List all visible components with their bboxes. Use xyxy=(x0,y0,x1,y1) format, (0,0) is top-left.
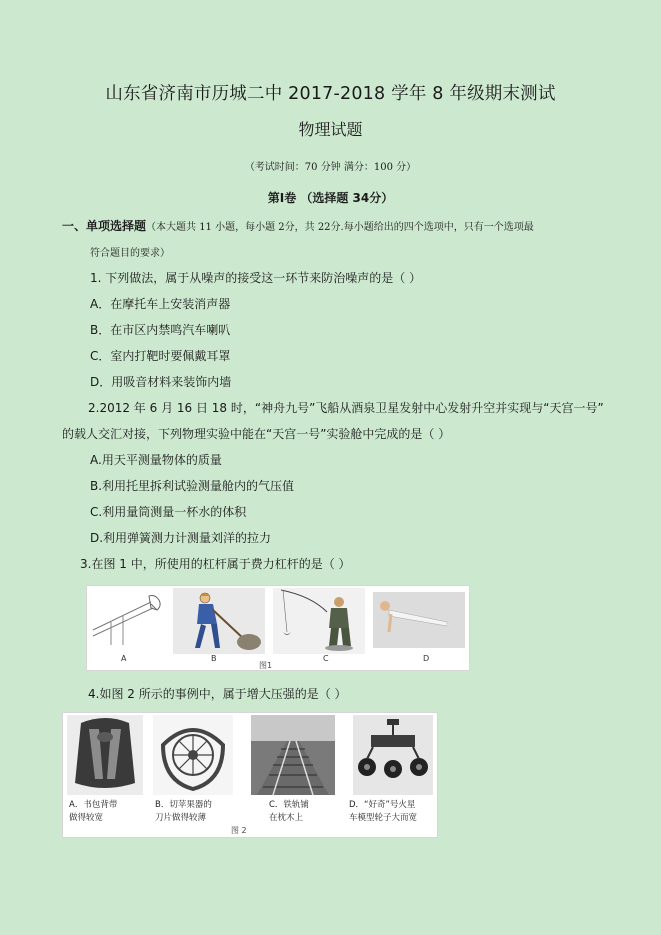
fisherman-illustration xyxy=(273,588,365,654)
figure-2 xyxy=(62,712,438,838)
figure-1 xyxy=(86,585,470,671)
railway-photo xyxy=(251,715,335,795)
instruction-note-1: （本大题共 11 小题，每小题 2分，共 22分.每小题给出的四个选项中，只有一个选项最 xyxy=(146,222,534,233)
q2-stem-1: 2.2012 年 6 月 16 日 18 时，“神舟九号”飞船从酒泉卫星发射中心发射升空并实现与“天宫一号” xyxy=(88,401,604,415)
q1-option-c: C．室内打靶时要佩戴耳罩 xyxy=(90,349,231,363)
q1-option-d: D．用吸音材料来装饰内墙 xyxy=(90,375,232,389)
q2-stem-2: 的载人交汇对接，下列物理实验中能在“天宫一号”实验舱中完成的是（ ） xyxy=(62,427,451,441)
instruction-line-2: 符合题目的要求） xyxy=(90,248,170,259)
exam-title: 山东省济南市历城二中 2017-2018 学年 8 年级期末测试 xyxy=(105,84,556,104)
crowbar-worker-illustration xyxy=(173,588,265,654)
figure-1-label-a: A xyxy=(121,654,127,663)
instruction-head: 一、单项选择题 xyxy=(62,219,147,233)
lever-hand-illustration xyxy=(91,590,169,652)
photo-caption-a: A．书包背带 做得较宽 xyxy=(69,800,118,823)
backpack-photo xyxy=(67,715,143,795)
exam-info: （考试时间：70 分钟 满分：100 分） xyxy=(244,162,417,173)
q4-stem: 4.如图 2 所示的事例中，属于增大压强的是（ ） xyxy=(88,687,347,701)
mars-rover-photo xyxy=(353,715,433,795)
q1-stem: 1. 下列做法，属于从噪声的接受这一环节来防治噪声的是（ ） xyxy=(90,271,422,285)
q2-option-a: A.用天平测量物体的质量 xyxy=(90,453,222,467)
q1-option-a: A．在摩托车上安装消声器 xyxy=(90,297,231,311)
photo-caption-c: C．铁轨铺 在枕木上 xyxy=(269,800,309,823)
apple-cutter-photo xyxy=(153,715,233,795)
figure-1-label-b: B xyxy=(211,654,217,663)
figure-1-label-c: C xyxy=(323,654,329,663)
q1-option-b: B．在市区内禁鸣汽车喇叭 xyxy=(90,323,231,337)
q3-stem: 3.在图 1 中，所使用的杠杆属于费力杠杆的是（ ） xyxy=(80,557,351,571)
photo-caption-b: B．切苹果器的 刀片做得较薄 xyxy=(155,800,212,823)
figure-1-label-d: D xyxy=(423,654,430,663)
exam-subtitle: 物理试题 xyxy=(298,120,363,139)
figure-2-caption: 图 2 xyxy=(231,826,247,835)
q2-option-b: B.利用托里拆利试验测量舱内的气压值 xyxy=(90,479,295,493)
section-title: 第Ⅰ卷 （选择题 34分） xyxy=(267,191,394,205)
q2-option-d: D.利用弹簧测力计测量刘洋的拉力 xyxy=(90,531,272,545)
pushup-illustration xyxy=(373,592,465,648)
figure-1-caption: 图1 xyxy=(259,661,273,670)
instruction-line-1 xyxy=(62,217,534,234)
q2-option-c: C.利用量筒测量一杯水的体积 xyxy=(90,505,247,519)
photo-caption-d: D．“好奇”号火星 车模型轮子大而宽 xyxy=(349,800,418,823)
